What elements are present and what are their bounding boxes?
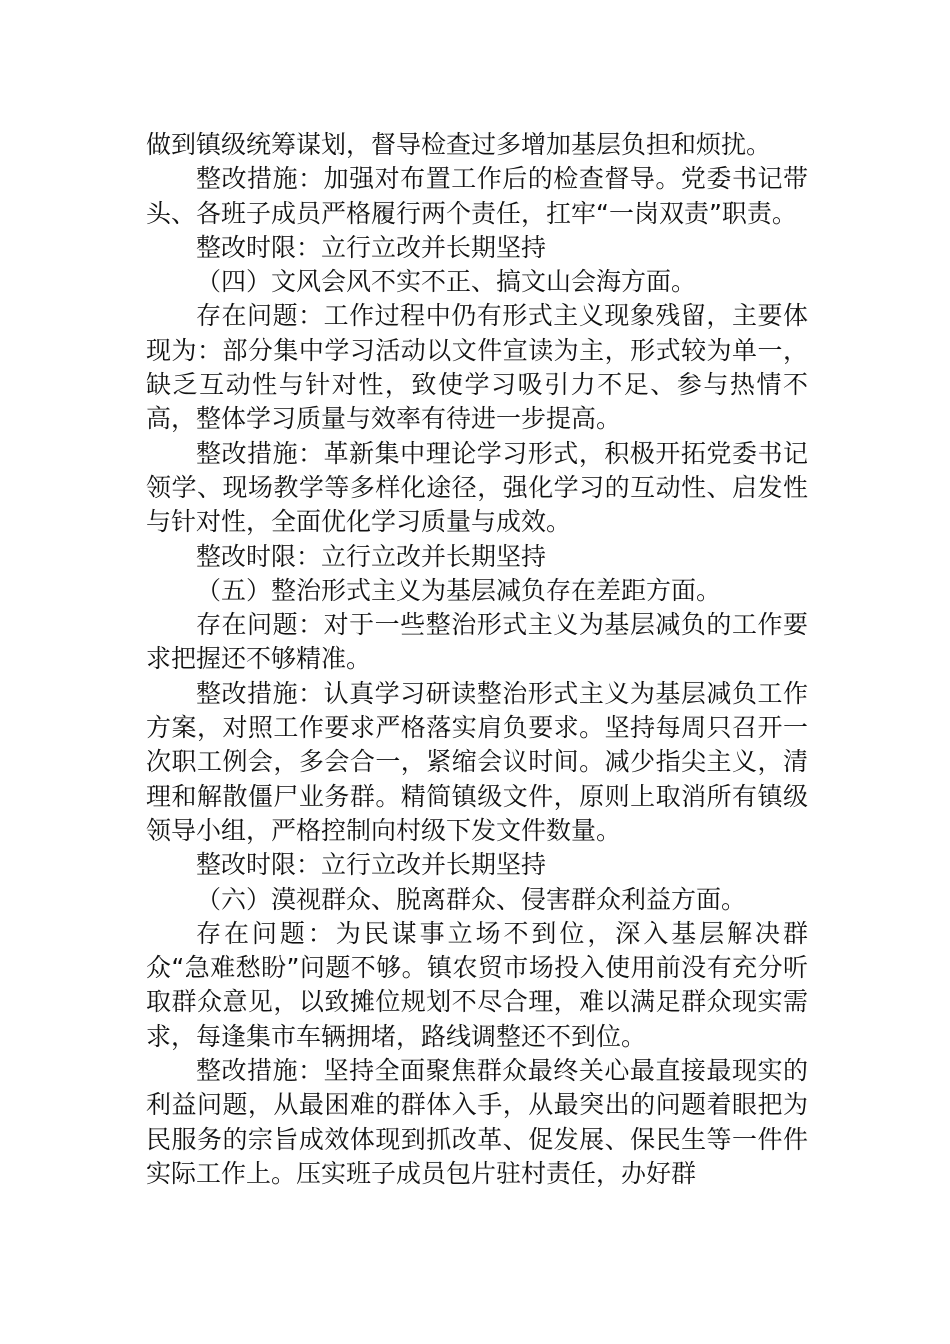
section-heading-six: （六）漠视群众、脱离群众、侵害群众利益方面。 xyxy=(196,884,747,914)
paragraph-rectification-measures: 整改措施：革新集中理论学习形式，积极开拓党委书记领学、现场教学等多样化途径，强化学习的互动性、启发性与针对性，全面优化学习质量与成效。 xyxy=(146,438,808,537)
document-body xyxy=(146,128,808,1191)
paragraph-continuation: 做到镇级统筹谋划，督导检查过多增加基层负担和烦扰。 xyxy=(146,130,772,159)
paragraph-rectification-measures: 整改措施：加强对布置工作后的检查督导。党委书记带头、各班子成员严格履行两个责任，扛牢“一岗双责”职责。 xyxy=(146,164,808,228)
section-heading-four: （四）文风会风不实不正、搞文山会海方面。 xyxy=(196,267,697,297)
section-heading-five: （五）整治形式主义为基层减负存在差距方面。 xyxy=(196,575,722,605)
paragraph-rectification-deadline: 整改时限：立行立改并长期坚持 xyxy=(196,541,547,571)
paragraph-rectification-deadline: 整改时限：立行立改并长期坚持 xyxy=(196,850,547,880)
paragraph-rectification-measures: 整改措施：坚持全面聚焦群众最终关心最直接最现实的利益问题，从最困难的群体入手，从最突出的问题着眼把为民服务的宗旨成效体现到抓改革、促发展、保民生等一件件实际工作上。压实班子成员包片驻村责任，办好群 xyxy=(146,1056,808,1188)
paragraph-existing-problems: 存在问题：工作过程中仍有形式主义现象残留，主要体现为：部分集中学习活动以文件宣读为主，形式较为单一，缺乏互动性与针对性，致使学习吸引力不足、参与热情不高，整体学习质量与效率有待进一步提高。 xyxy=(146,301,808,434)
paragraph-existing-problems: 存在问题：对于一些整治形式主义为基层减负的工作要求把握还不够精准。 xyxy=(146,610,808,674)
paragraph-existing-problems: 存在问题：为民谋事立场不到位，深入基层解决群众“急难愁盼”问题不够。镇农贸市场投入使用前没有充分听取群众意见，以致摊位规划不尽合理，难以满足群众现实需求，每逢集市车辆拥堵，路线调整还不到位。 xyxy=(146,918,808,1051)
paragraph-rectification-deadline: 整改时限：立行立改并长期坚持 xyxy=(196,232,547,262)
paragraph-rectification-measures: 整改措施：认真学习研读整治形式主义为基层减负工作方案，对照工作要求严格落实肩负要求。坚持每周只召开一次职工例会，多会合一，紧缩会议时间。减少指尖主义，清理和解散僵尸业务群。精简镇级文件，原则上取消所有镇级领导小组，严格控制向村级下发文件数量。 xyxy=(146,678,808,845)
